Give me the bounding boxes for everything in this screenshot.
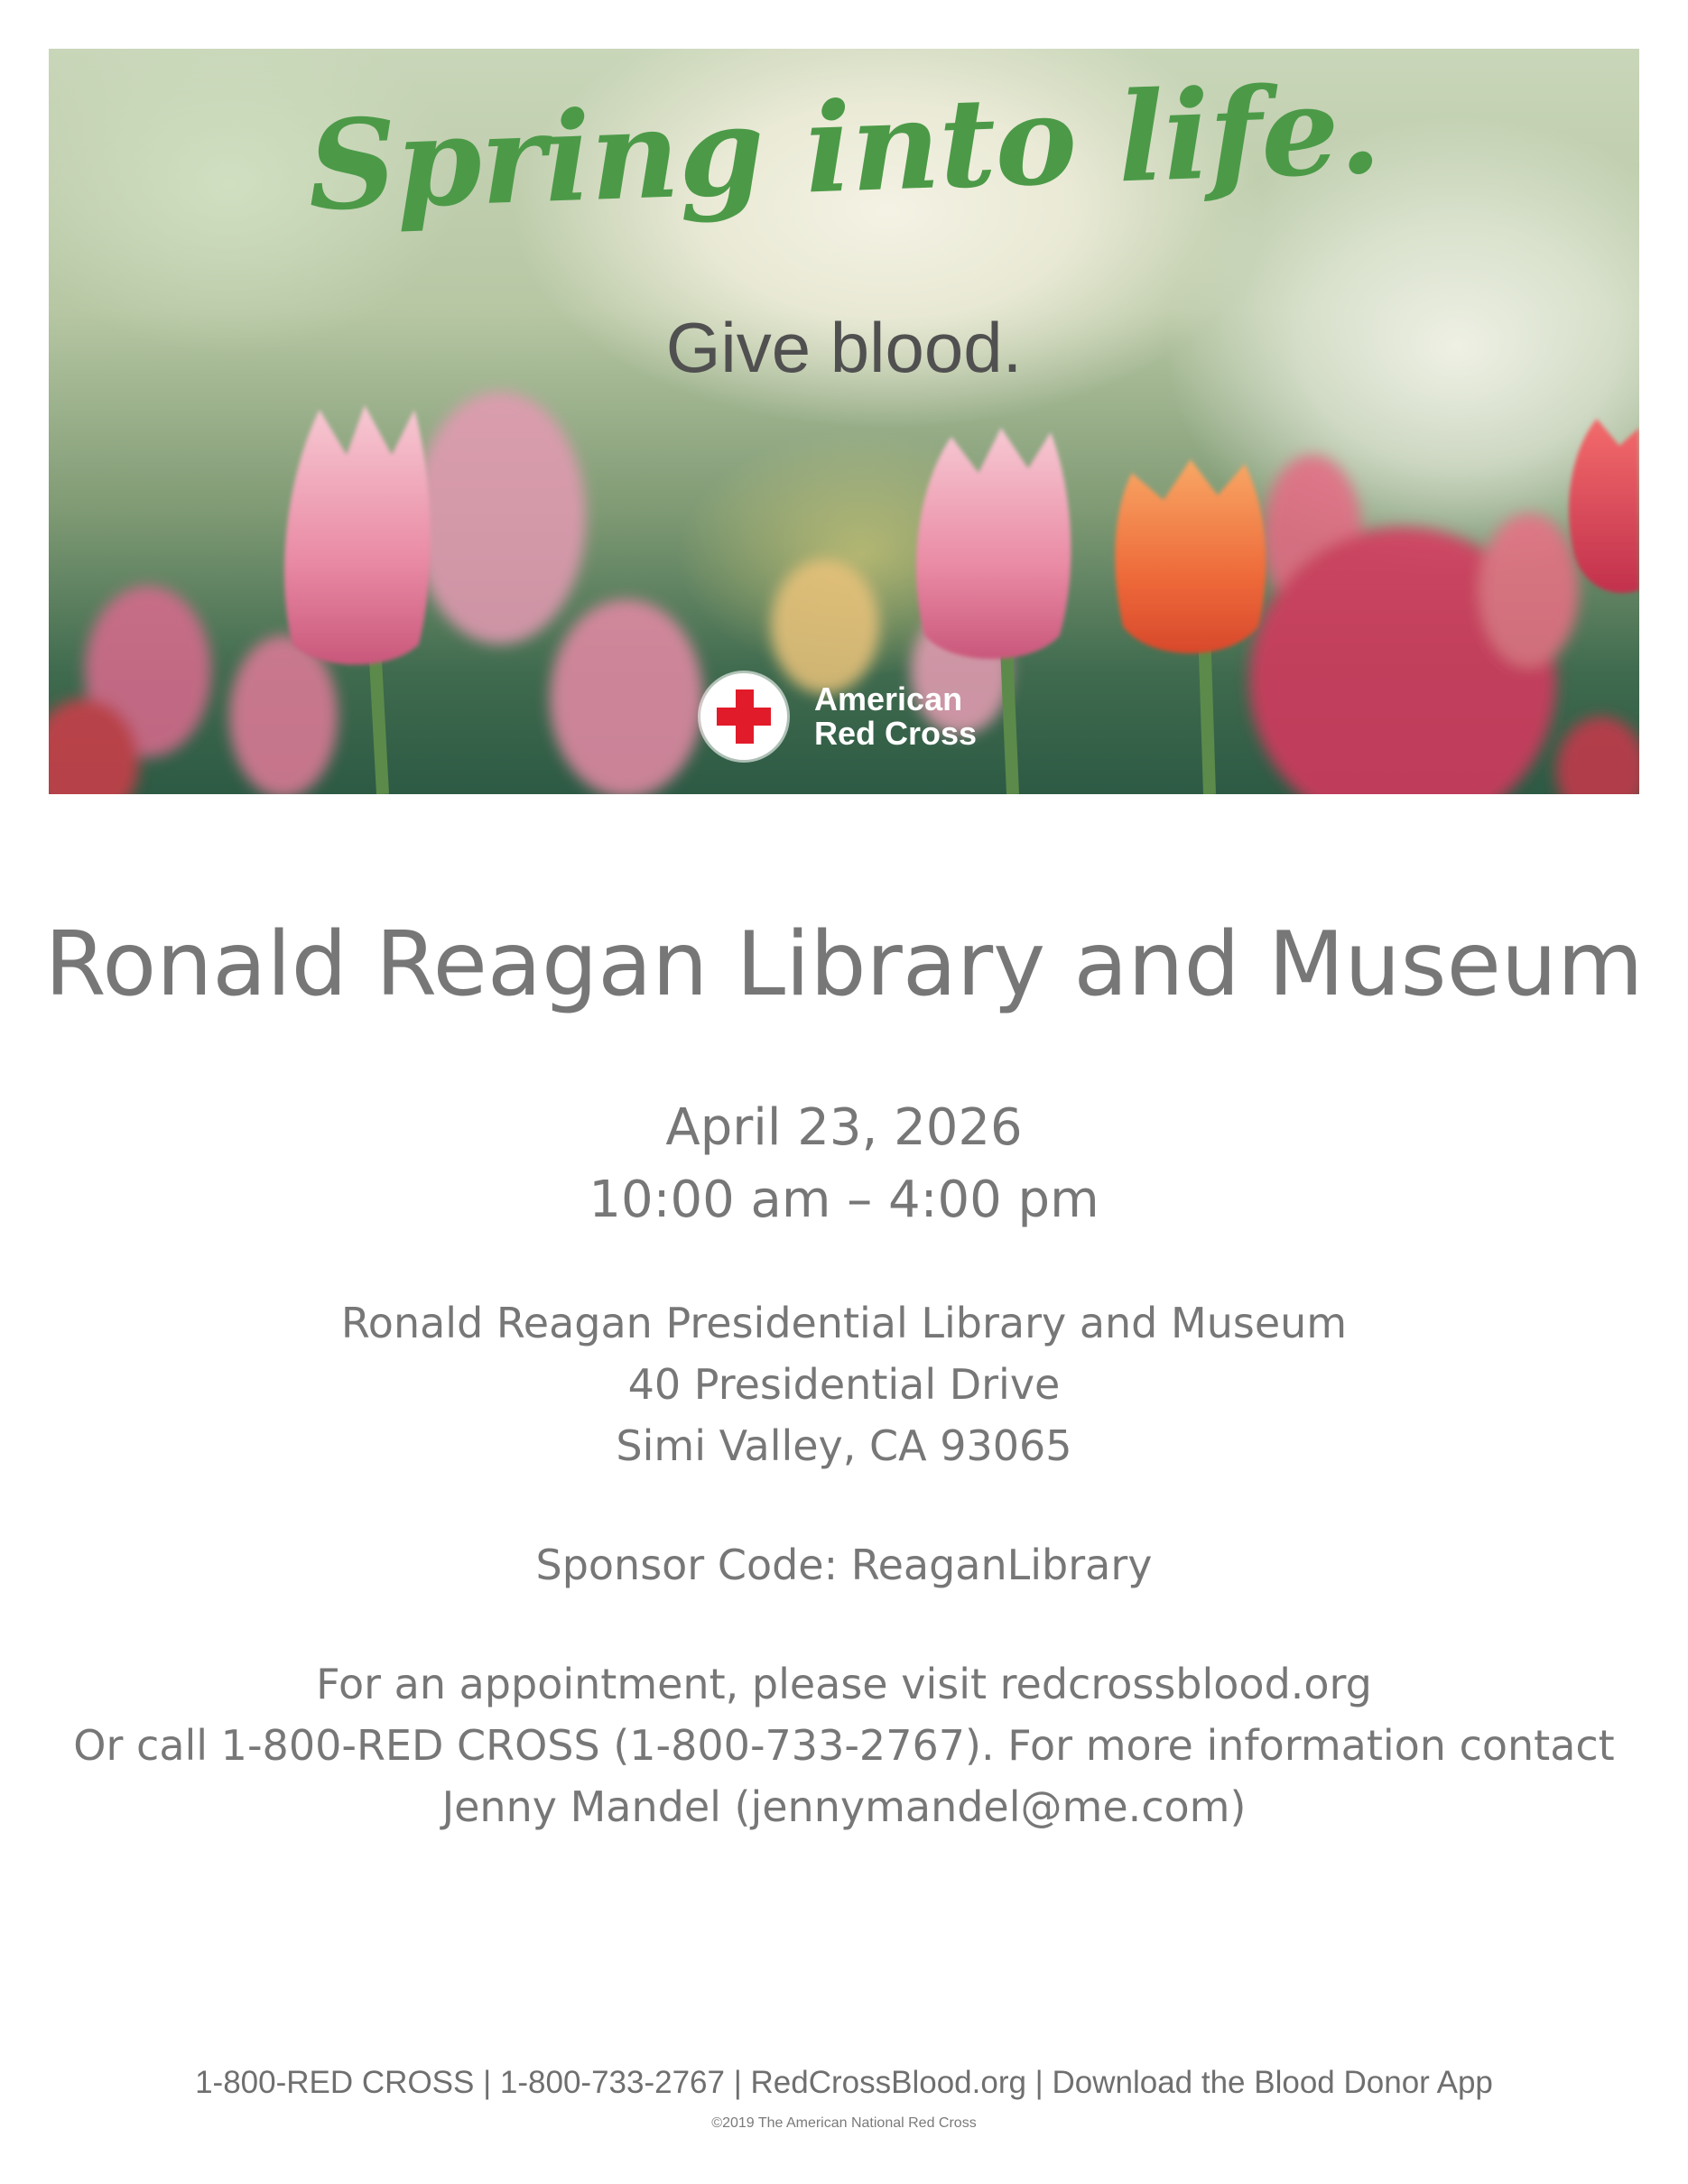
venue-title: Ronald Reagan Library and Museum — [44, 913, 1644, 1016]
sponsor-code: Sponsor Code: ReaganLibrary — [535, 1541, 1153, 1589]
contact-info — [0, 1653, 1688, 1837]
address-line-1: Ronald Reagan Presidential Library and Museum — [340, 1299, 1348, 1347]
contact-line-2: Or call 1-800-RED CROSS (1-800-733-2767). For more information contact — [73, 1721, 1615, 1770]
event-date: April 23, 2026 — [665, 1098, 1023, 1157]
american-red-cross-logo — [700, 667, 977, 766]
red-cross-icon — [700, 673, 787, 760]
hero-headline: Spring into life. — [305, 57, 1383, 239]
address-line-3: Simi Valley, CA 93065 — [616, 1421, 1072, 1470]
logo-line-1: American — [814, 680, 963, 717]
copyright: ©2019 The American National Red Cross — [711, 2115, 977, 2131]
logo-line-2: Red Cross — [814, 715, 978, 752]
hero-subheadline: Give blood. — [665, 308, 1023, 387]
address-line-2: 40 Presidential Drive — [627, 1360, 1061, 1409]
event-time: 10:00 am – 4:00 pm — [589, 1171, 1099, 1229]
contact-line-3: Jenny Mandel (jennymandel@me.com) — [441, 1782, 1247, 1831]
event-datetime — [0, 1092, 1688, 1236]
contact-line-1: For an appointment, please visit redcrossblood.org — [316, 1660, 1372, 1708]
logo-wordmark — [814, 682, 977, 751]
footer-links: 1-800-RED CROSS | 1-800-733-2767 | RedCrossBlood.org | Download the Blood Donor App — [195, 2065, 1493, 2100]
event-address — [0, 1292, 1688, 1476]
hero-banner — [49, 49, 1639, 794]
